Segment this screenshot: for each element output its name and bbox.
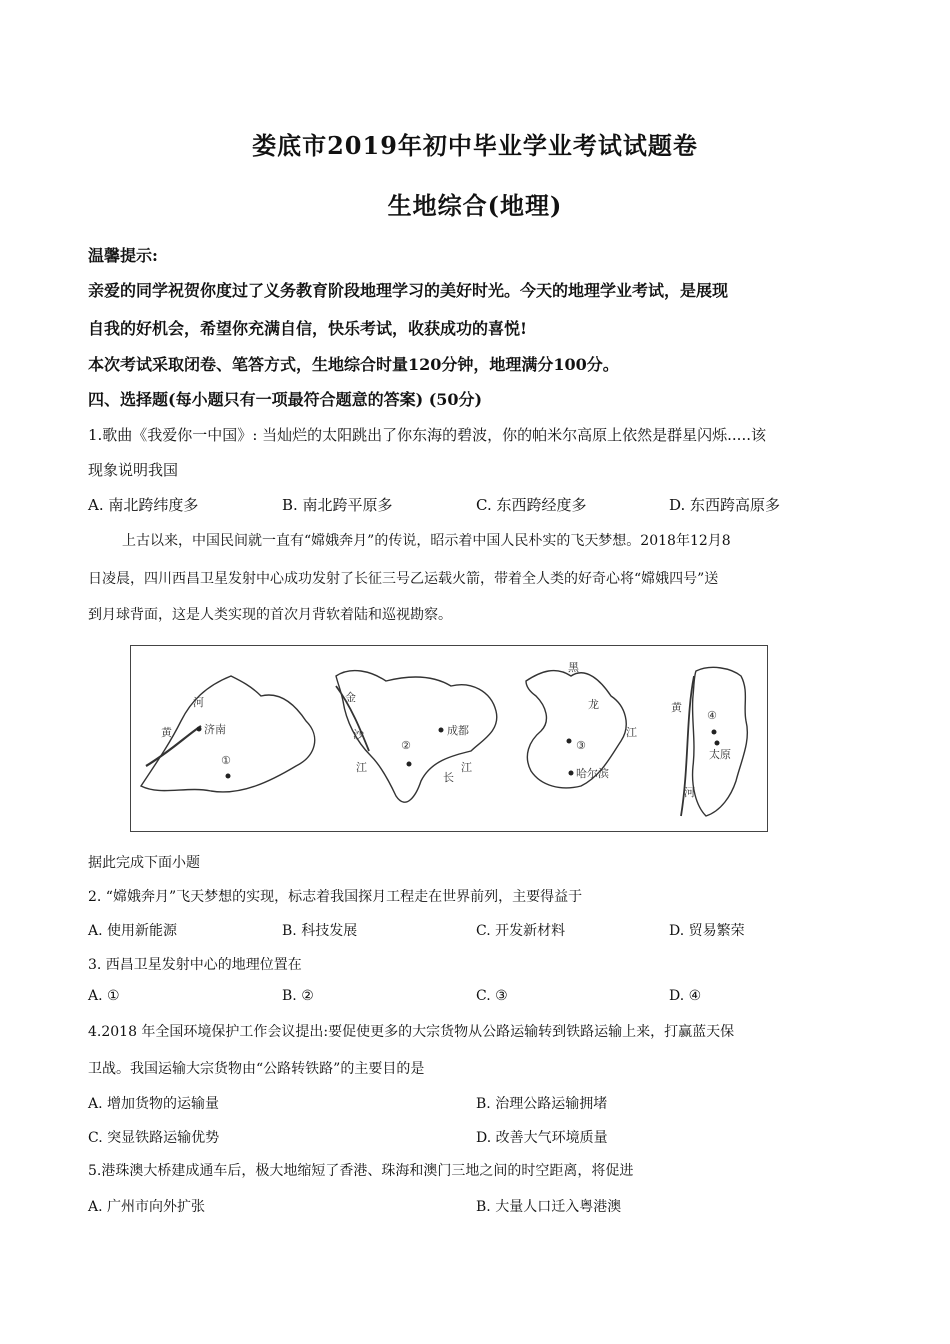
q2-stem: 2. “嫦娥奔月”飞天梦想的实现，标志着我国探月工程走在世界前列，主要得益于	[88, 889, 583, 905]
q3-option-d: D. ④	[669, 988, 702, 1004]
q1-stem-line-2: 现象说明我国	[88, 461, 179, 479]
map2-marker: ②	[401, 739, 411, 752]
map4-label-huang: 黄	[671, 701, 682, 714]
map2-label-jin: 金	[345, 691, 356, 704]
map2-label-chang: 长	[443, 771, 454, 784]
map4-marker: ④	[707, 709, 717, 722]
q3-option-c: C. ③	[476, 988, 508, 1004]
q2-option-c: C. 开发新材料	[476, 923, 566, 939]
tips-line-3: 本次考试采取闭卷、笔答方式，生地综合时量120分钟，地理满分100分。	[88, 355, 619, 374]
passage-line-3: 到月球背面，这是人类实现的首次月背软着陆和巡视勘察。	[88, 607, 452, 623]
q4-stem-line-1: 4.2018 年全国环境保护工作会议提出:要促使更多的大宗货物从公路运输转到铁路运输上来，打赢蓝天保	[88, 1024, 735, 1040]
tips-line-2: 自我的好机会，希望你充满自信，快乐考试，收获成功的喜悦!	[88, 319, 528, 338]
map2-city: 成都	[447, 724, 469, 737]
taiyuan-dot	[715, 741, 720, 746]
map1-label-he: 河	[193, 696, 204, 709]
map4-city: 太原	[709, 748, 731, 761]
map1-point	[226, 774, 231, 779]
q1-option-d: D. 东西跨高原多	[669, 496, 781, 514]
tips-line-1: 亲爱的同学祝贺你度过了义务教育阶段地理学习的美好时光。今天的地理学业考试，是展现	[88, 281, 729, 300]
map4-point	[712, 730, 717, 735]
chengdu-dot	[439, 728, 444, 733]
map3-label-jiang: 江	[626, 726, 637, 739]
passage-line-1: 上古以来，中国民间就一直有“嫦娥奔月”的传说，昭示着中国人民朴实的飞天梦想。2018年12月8	[122, 533, 731, 549]
tips-heading: 温馨提示:	[88, 246, 158, 265]
map4-label-he: 河	[684, 786, 695, 799]
map1-city: 济南	[204, 723, 226, 736]
exam-subtitle: 生地综合(地理)	[387, 191, 563, 220]
shanxi-outline	[693, 667, 748, 816]
passage-line-2: 日凌晨，四川西昌卫星发射中心成功发射了长征三号乙运载火箭，带着全人类的好奇心将“嫦娥四号”送	[88, 571, 719, 587]
q3-option-a: A. ①	[88, 988, 120, 1004]
q4-option-b: B. 治理公路运输拥堵	[476, 1096, 608, 1112]
instruction: 据此完成下面小题	[88, 855, 200, 871]
map3-label-long: 龙	[588, 698, 599, 711]
map3-label-hei: 黑	[568, 661, 579, 674]
section-heading: 四、选择题(每小题只有一项最符合题意的答案) (50分)	[88, 390, 483, 409]
map1-marker: ①	[221, 754, 231, 767]
map2-label-sha: 沙	[353, 728, 364, 741]
q4-stem-line-2: 卫战。我国运输大宗货物由“公路转铁路”的主要目的是	[88, 1061, 425, 1077]
q4-option-a: A. 增加货物的运输量	[88, 1096, 220, 1112]
map2-label-jiang2: 江	[461, 761, 472, 774]
jinan-dot	[197, 727, 202, 732]
province-map-svg	[131, 646, 767, 831]
q2-option-a: A. 使用新能源	[88, 923, 178, 939]
map3-marker: ③	[576, 739, 586, 752]
q5-stem: 5.港珠澳大桥建成通车后，极大地缩短了香港、珠海和澳门三地之间的时空距离，将促进	[88, 1163, 634, 1179]
q3-option-b: B. ②	[282, 988, 314, 1004]
q2-option-d: D. 贸易繁荣	[669, 923, 745, 939]
map1-label-huang: 黄	[161, 726, 172, 739]
province-map-figure	[130, 645, 768, 832]
exam-title: 娄底市2019年初中毕业学业考试试题卷	[252, 131, 698, 160]
q1-option-b: B. 南北跨平原多	[282, 496, 393, 514]
map2-label-jiang: 江	[356, 761, 367, 774]
map3-city: 哈尔滨	[576, 767, 609, 780]
q4-option-c: C. 突显铁路运输优势	[88, 1130, 220, 1146]
yellow-river-1	[146, 726, 201, 766]
harbin-dot	[569, 771, 574, 776]
q5-option-a: A. 广州市向外扩张	[88, 1199, 206, 1215]
q5-option-b: B. 大量人口迁入粤港澳	[476, 1199, 622, 1215]
q1-option-a: A. 南北跨纬度多	[88, 496, 199, 514]
q1-option-c: C. 东西跨经度多	[476, 496, 587, 514]
q3-stem: 3. 西昌卫星发射中心的地理位置在	[88, 957, 302, 973]
q4-option-d: D. 改善大气环境质量	[476, 1130, 608, 1146]
q1-stem-line-1: 1.歌曲《我爱你一中国》: 当灿烂的太阳跳出了你东海的碧波，你的帕米尔高原上依然是群星闪烁.....该	[88, 426, 766, 444]
map2-point	[407, 762, 412, 767]
map3-point	[567, 739, 572, 744]
q2-option-b: B. 科技发展	[282, 923, 358, 939]
